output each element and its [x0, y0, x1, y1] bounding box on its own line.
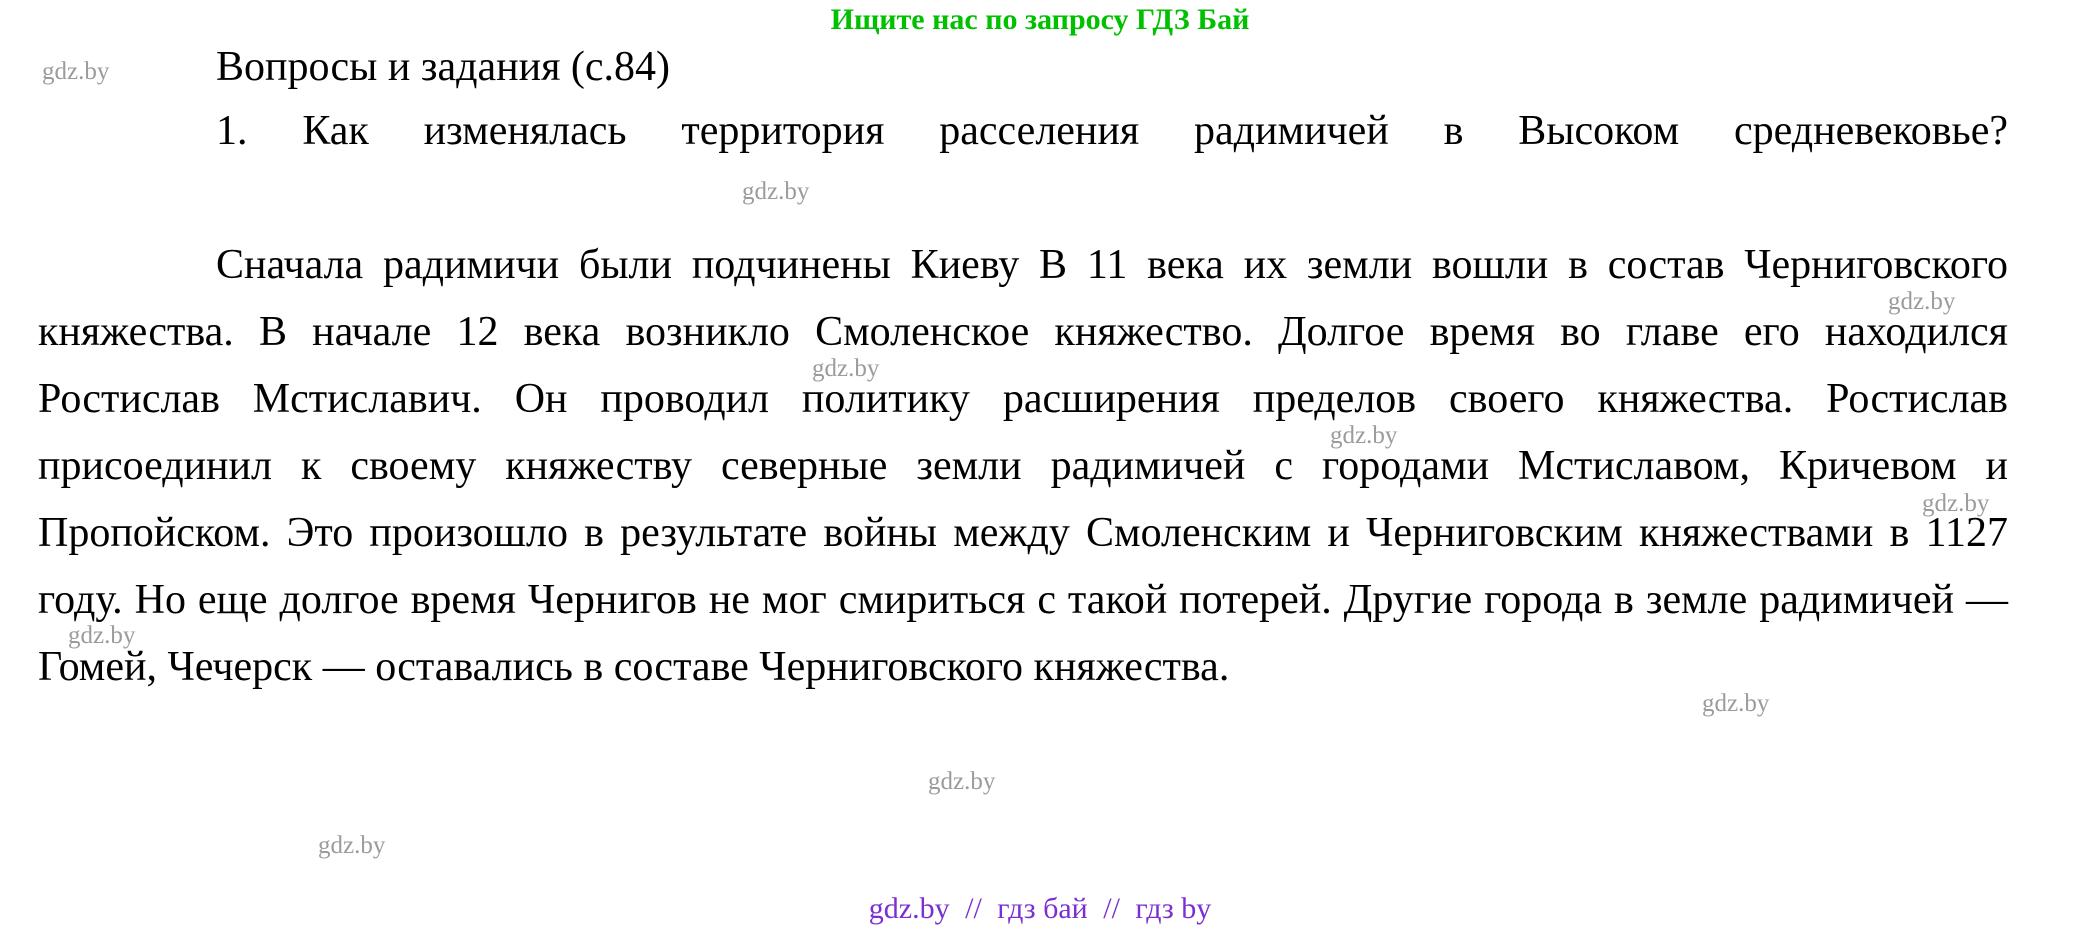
footer-separator-2: //	[1103, 892, 1120, 925]
footer-link-1[interactable]: gdz.by	[868, 892, 950, 925]
watermark: gdz.by	[1888, 288, 1956, 315]
watermark: gdz.by	[68, 622, 136, 649]
watermark: gdz.by	[928, 768, 996, 795]
watermark: gdz.by	[1330, 422, 1398, 449]
footer-link-2[interactable]: гдз бай	[997, 892, 1088, 925]
answer-text: Сначала радимичи были подчинены Киеву В 11 века их земли вошли в состав Черниговского княжества. В начале 12 века возникло Смоленское княжество. Долгое время во главе его находился Ростислав Мстиславич. Он проводил политику расширения пределов своего княжества. Ростислав присоединил к своему княжеству северные земли радимичей с городами Мстиславом, Кричевом и Пропойском. Это произошло в результате войны между Смоленским и Черниговским княжествами в 1127 году. Но еще долгое время Чернигов не мог смириться с такой потерей. Другие города в земле радимичей — Гомей, Чечерск — оставались в составе Черниговского княжества.	[38, 242, 2008, 690]
watermark: gdz.by	[1702, 690, 1770, 717]
watermark: gdz.by	[742, 178, 810, 205]
footer-separator-1: //	[965, 892, 982, 925]
watermark: gdz.by	[42, 58, 110, 85]
watermark: gdz.by	[318, 832, 386, 859]
watermark: gdz.by	[812, 355, 880, 382]
question-text: 1. Как изменялась территория расселения радимичей в Высоком средневековье?	[216, 108, 2008, 154]
watermark: gdz.by	[1922, 490, 1990, 517]
document-body	[38, 36, 2008, 701]
promo-banner: Ищите нас по запросу ГДЗ Бай	[830, 3, 1250, 36]
footer-links	[0, 892, 2080, 926]
page-title: Вопросы и задания (с.84)	[216, 44, 671, 90]
footer-link-3[interactable]: гдз by	[1135, 892, 1212, 925]
